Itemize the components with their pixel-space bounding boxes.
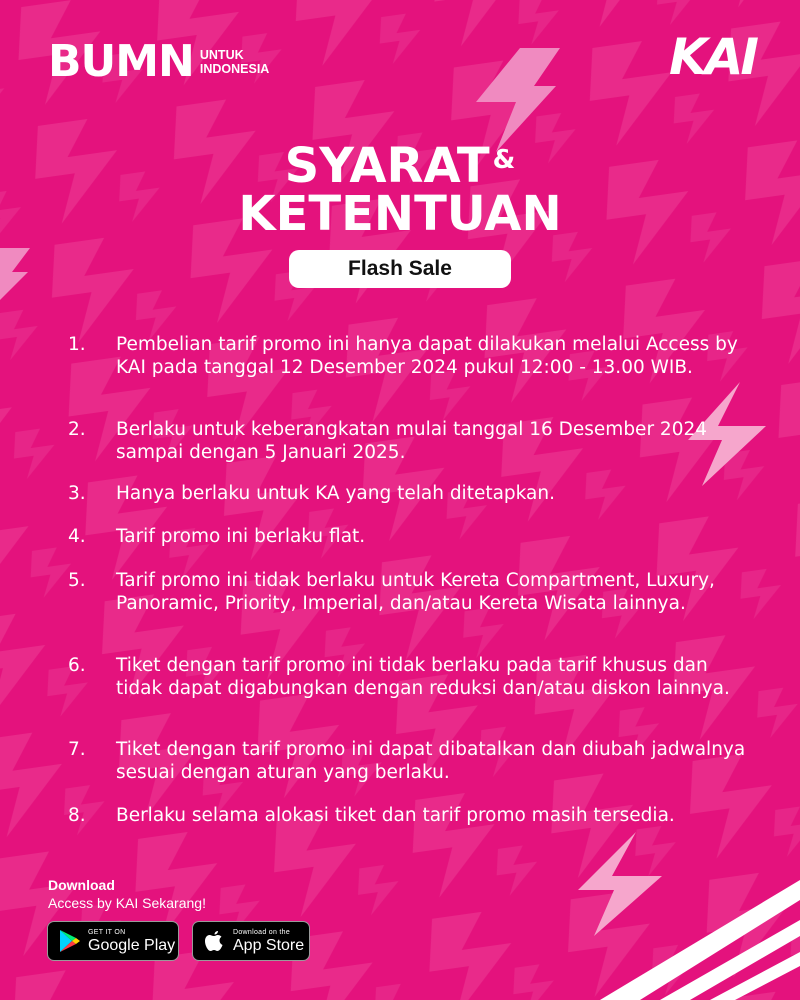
list-item-text: Tarif promo ini tidak berlaku untuk Kereta Compartment, Luxury, Panoramic, Priority, Imperial, dan/atau Kereta Wisata lainnya.	[116, 570, 715, 614]
download-subtitle: Access by KAI Sekarang!	[48, 895, 206, 911]
list-item-number: 2.	[68, 419, 86, 440]
app-store-label	[233, 929, 304, 954]
app-store-small-text: Download on the	[233, 928, 291, 936]
list-item-number: 7.	[68, 739, 86, 760]
google-play-icon	[56, 928, 82, 954]
list-item-text: Tarif promo ini berlaku flat.	[116, 526, 366, 547]
list-item	[68, 482, 748, 505]
app-store-button[interactable]	[192, 921, 310, 961]
list-item	[68, 525, 748, 548]
list-item	[68, 569, 748, 615]
app-store-big-text: App Store	[233, 936, 305, 954]
title-syarat: SYARAT	[284, 138, 490, 194]
list-item-number: 8.	[68, 805, 86, 826]
google-play-label	[88, 929, 175, 954]
download-title: Download	[48, 877, 115, 893]
list-item-number: 5.	[68, 570, 86, 591]
flash-sale-badge: Flash Sale	[289, 250, 511, 288]
list-item-text: Berlaku untuk keberangkatan mulai tanggal 16 Desember 2024 sampai dengan 5 Januari 2025.	[116, 419, 708, 463]
bumn-tagline-line1: UNTUK	[199, 48, 244, 62]
list-item-number: 4.	[68, 526, 86, 547]
list-item-number: 1.	[68, 334, 86, 355]
list-item-text: Berlaku selama alokasi tiket dan tarif promo masih tersedia.	[116, 805, 675, 826]
bumn-wordmark: BUMN	[48, 36, 194, 87]
list-item-text: Tiket dengan tarif promo ini dapat dibatalkan dan diubah jadwalnya sesuai dengan aturan yang berlaku.	[116, 739, 746, 783]
google-play-small-text: GET IT ON	[88, 928, 126, 936]
list-item	[68, 418, 748, 464]
list-item	[68, 738, 748, 784]
list-item-text: Hanya berlaku untuk KA yang telah ditetapkan.	[116, 483, 555, 504]
bumn-tagline-line2: INDONESIA	[199, 62, 270, 76]
title-ampersand: &	[492, 145, 516, 175]
page-title-line2: KETENTUAN	[238, 186, 562, 242]
list-item	[68, 654, 748, 700]
list-item	[68, 333, 748, 379]
list-item-text: Pembelian tarif promo ini hanya dapat dilakukan melalui Access by KAI pada tanggal 12 Desember 2024 pukul 12:00 - 13.00 WIB.	[116, 334, 738, 378]
list-item-text: Tiket dengan tarif promo ini tidak berlaku pada tarif khusus dan tidak dapat digabungkan dengan reduksi dan/atau diskon lainnya.	[116, 655, 730, 699]
google-play-button[interactable]	[47, 921, 179, 961]
google-play-big-text: Google Play	[88, 936, 176, 954]
download-cta	[48, 876, 206, 912]
list-item-number: 6.	[68, 655, 86, 676]
list-item-number: 3.	[68, 483, 86, 504]
kai-logo: KAI	[668, 28, 756, 86]
apple-icon	[201, 928, 227, 954]
list-item	[68, 804, 748, 827]
